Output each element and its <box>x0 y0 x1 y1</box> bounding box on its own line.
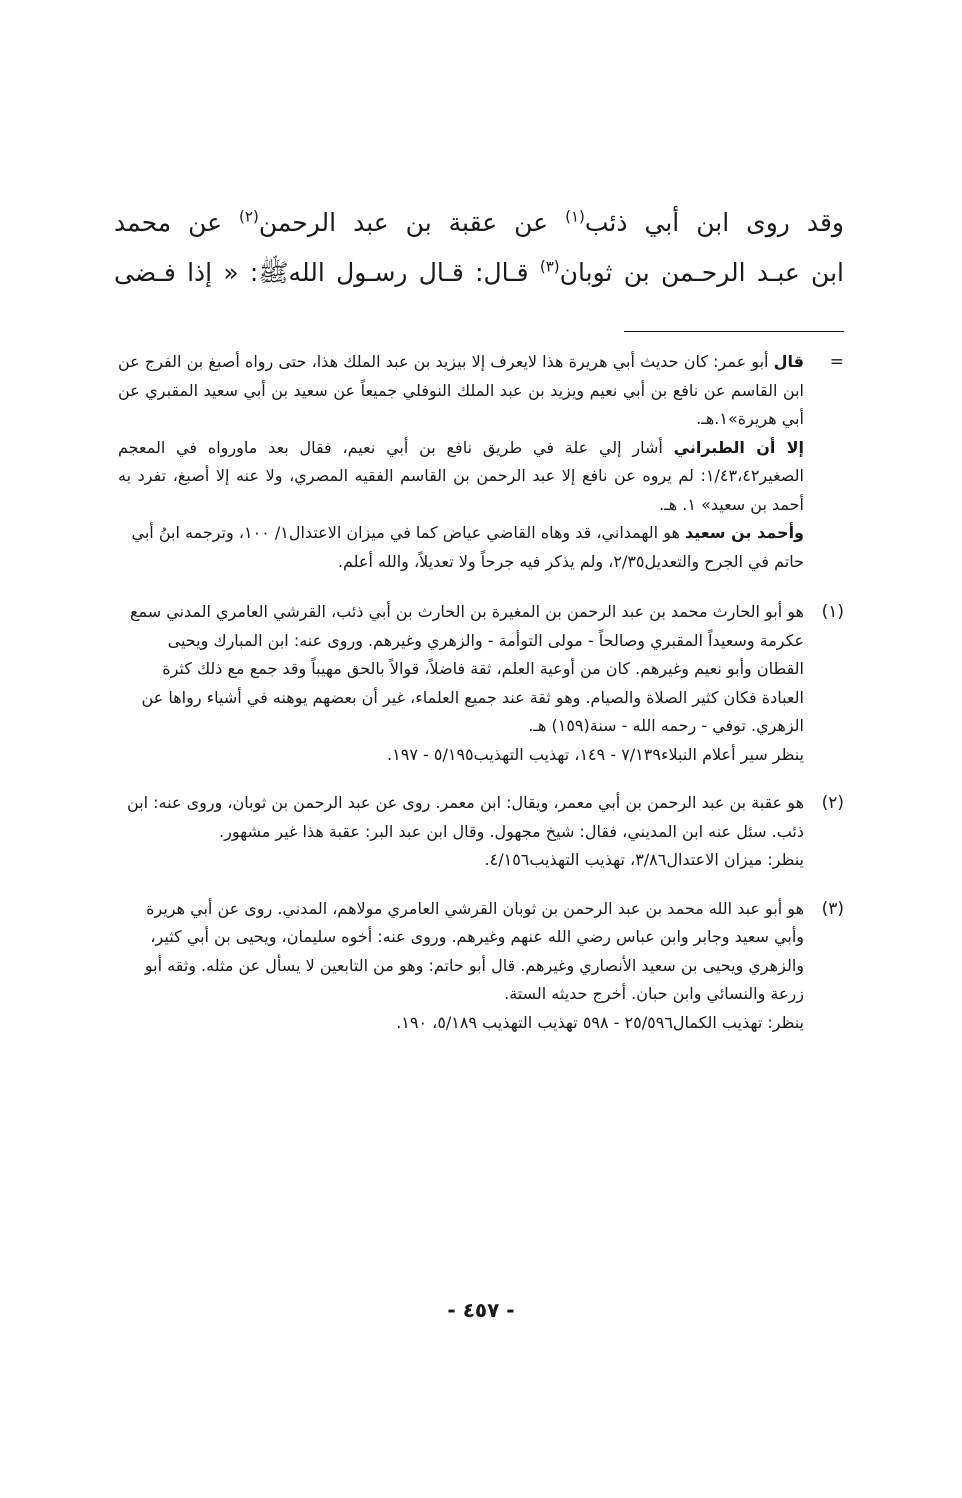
paragraph-lead: وأحمد بن سعيد <box>684 523 804 542</box>
footnote-marker: (٢) <box>821 793 844 813</box>
paragraph-text: هو الهمداني، قد وهاه القاضي عياض كما في ميزان الاعتدال١/ ١٠٠، وترجمه ابنُ أبي حاتم في الجرح والتعديل٢/٣٥، ولم يذكر فيه جرحاً ولا تعديلاً، والله أعلم. <box>131 523 804 571</box>
footnote-source: ينظر سير أعلام النبلاء٧/١٣٩ - ١٤٩، تهذيب التهذيب٥/١٩٥ - ١٩٧. <box>387 744 804 764</box>
footnote-marker: (٣) <box>821 898 844 919</box>
footnote-2 <box>118 789 844 875</box>
footnote-text: هو عقبة بن عبد الرحمن بن أبي معمر، ويقال: ابن معمر. روى عن عبد الرحمن بن ثوبان، وروى عنه: ابن ذئب. سئل عنه ابن المديني، فقال: شيخ مجهول. وقال ابن عبد البر: عقبة هذا غير مشهور. <box>126 793 804 841</box>
footnote-ref-2: (٢) <box>239 207 259 226</box>
paragraph-lead: إلا أن الطبراني <box>673 437 805 457</box>
footnotes <box>118 348 844 1037</box>
footnote-text: هو أبو عبد الله محمد بن عبد الرحمن بن ثوبان القرشي العامري مولاهم، المدني. روى عن أبي هريرة وأبي سعيد وجابر وابن عباس رضي الله عنهم وغيرهم. وروى عنه: أخوه سليمان، ويحيى بن أبي كثير، والزهري ويحيى بن سعيد الأنصاري وغيرهم. قال أبو حاتم: وهو من التابعين لا يسأل عن مثله. وثقه أبو زرعة والنسائي وابن حبان. أخرج حديثه الستة. <box>144 898 804 1003</box>
footnote-source: ينظر: ميزان الاعتدال٣/٨٦، تهذيب التهذيب٤/١٥٦. <box>484 850 804 869</box>
page-number: - ٤٥٧ - <box>447 1298 515 1322</box>
footnote-paragraph <box>118 519 804 576</box>
main-text <box>114 198 844 298</box>
footnote-3 <box>118 895 844 1038</box>
main-text-segment: ابن عبـد الرحـمن بن ثوبان <box>559 258 844 287</box>
footnote-marker: (١) <box>821 602 844 622</box>
main-text-segment: وقد روى ابن أبي ذئب <box>584 208 844 237</box>
footnote-continuation <box>118 348 844 576</box>
paragraph-text: أبو عمر: كان حديث أبي هريرة هذا لايعرف إلا بيزيد بن عبد الملك هذا، حتى رواه أصبغ بن الفرج عن ابن القاسم عن نافع بن أبي نعيم ويزيد بن عبد الملك النوفلي جميعاً عن سعيد بن أبي سعيد المقبري عن أبي هريرة»١.هـ. <box>118 352 804 428</box>
main-line-1 <box>114 198 844 248</box>
footnote-text: هو أبو الحارث محمد بن عبد الرحمن بن المغيرة بن الحارث بن أبي ذئب، القرشي العامري المدني سمع عكرمة وسعيداً المقبري وصالحاً - مولى التوأمة - والزهري وغيرهم. وروى عنه: ابن المبارك ويحيى القطان وأبو نعيم وغيرهم. كان من أوعية العلم، ثقة فاضلاً، قوالاً بالحق مهيباً وقد جمع مع ذلك كثرة العبادة فكان كثير الصلاة والصيام. وهو ثقة عند جميع العلماء، غير أن بعضهم يوهنه في أشياء رواها عن الزهري. توفي - رحمه الله - سنة(١٥٩) هـ. <box>129 602 804 735</box>
footnote-1 <box>118 598 844 769</box>
paragraph-text: أشار إلي علة في طريق نافع بن أبي نعيم، فقال بعد ماورواه في المعجم الصغير١/٤٣،٤٢: لم يروه عن نافع إلا عبد الرحمن بن القاسم الفقيه المصري، ولا عنه إلا أصبغ، تفرد به أحمد بن سعيد» ١. هـ. <box>118 437 804 514</box>
main-text-segment: قـال: قـال رسـول اللهﷺ: « إذا فـضى <box>114 258 540 287</box>
footnote-ref-1: (١) <box>565 207 585 226</box>
footnote-paragraph <box>118 434 804 520</box>
footnote-paragraph <box>118 348 804 434</box>
main-text-segment: عن محمد <box>114 208 240 237</box>
footnote-source: ينظر: تهذيب الكمال٢٥/٥٩٦ - ٥٩٨ تهذيب التهذيب ٥/١٨٩، ١٩٠. <box>396 1012 804 1032</box>
footnote-separator <box>624 331 844 332</box>
paragraph-lead: قال <box>773 352 804 371</box>
continuation-marker: = <box>829 352 844 372</box>
footnote-ref-3: (٣) <box>539 257 560 276</box>
main-line-2 <box>114 248 844 298</box>
main-text-segment: عن عقبة بن عبد الرحمن <box>258 208 566 237</box>
